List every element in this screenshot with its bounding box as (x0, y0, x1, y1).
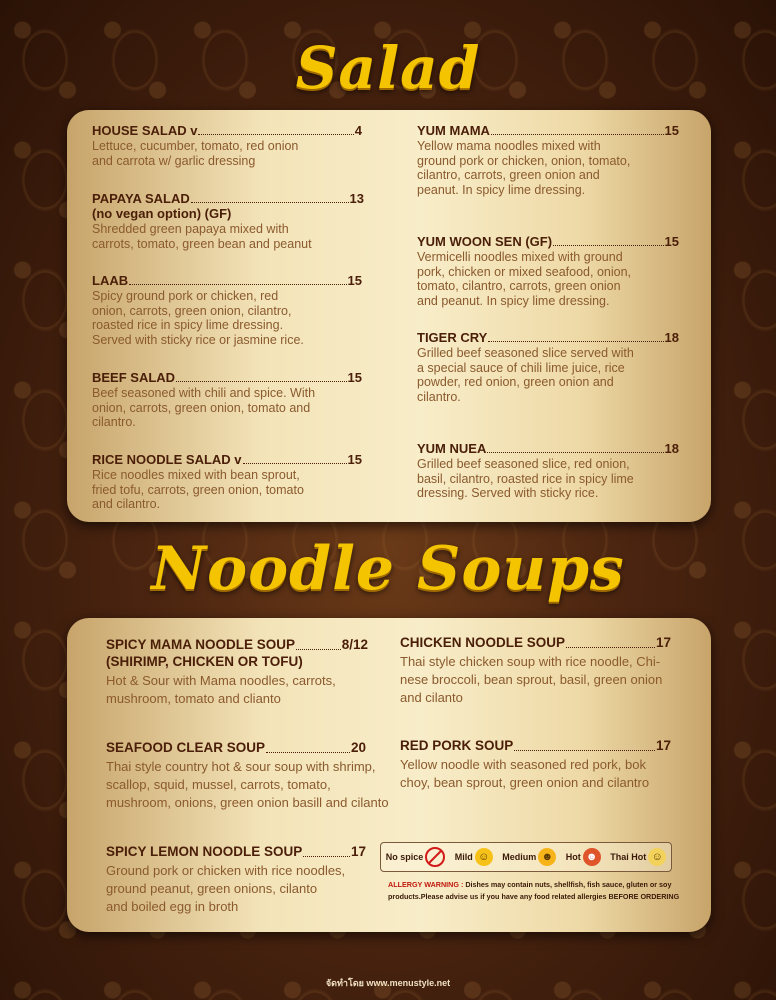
item-name: LAAB (92, 273, 129, 288)
item-description: Spicy ground pork or chicken, red onion, carrots, green onion, cilantro, roasted rice in spicy lime dressing. Served with sticky rice or jasmine rice. (92, 289, 304, 347)
item-price: 4 (354, 123, 362, 138)
item-price: 20 (350, 740, 366, 755)
allergy-warning-text: Dishes may contain nuts, shellfish, fish sauce, gluten or soy products.Please advise us if you have any food related allergies BEFORE ORDERING (388, 880, 680, 901)
item-description: Hot & Sour with Mama noodles, carrots, mushroom, tomato and clianto (106, 673, 336, 706)
menu-item-yum-woon-sen (417, 234, 679, 308)
legend-thai-hot: Thai Hot ☺ (610, 848, 666, 866)
item-name: RED PORK SOUP (400, 738, 514, 753)
allergy-warning (388, 879, 688, 903)
spice-legend (380, 842, 672, 872)
thai-hot-face-icon: ☺ (648, 848, 666, 866)
item-name: SPICY MAMA NOODLE SOUP (106, 637, 296, 652)
item-price: 17 (655, 738, 671, 753)
legend-medium: Medium ☻ (502, 848, 556, 866)
item-name: CHICKEN NOODLE SOUP (400, 635, 566, 650)
item-description: Yellow noodle with seasoned red pork, bok choy, bean sprout, green onion and cilantro (400, 757, 650, 790)
menu-item-yum-nuea (417, 441, 679, 501)
legend-no-spice: No spice (386, 847, 446, 867)
item-price: 13 (349, 191, 364, 206)
item-name: PAPAYA SALAD (92, 191, 190, 206)
item-description: Grilled beef seasoned slice served with a special sauce of chili lime juice, rice powder, red onion, green onion and cilantro. (417, 346, 634, 404)
menu-item-yum-mama (417, 123, 679, 197)
item-description: Rice noodles mixed with bean sprout, fried tofu, carrots, green onion, tomato and cilantro. (92, 468, 304, 511)
item-name: YUM NUEA (417, 441, 487, 456)
menu-item-papaya-salad (92, 191, 364, 251)
item-price: 15 (347, 273, 362, 288)
item-name: SPICY LEMON NOODLE SOUP (106, 844, 303, 859)
item-description: Beef seasoned with chili and spice. With onion, carrots, green onion, tomato and cilantro. (92, 386, 316, 429)
item-price: 8/12 (341, 637, 368, 652)
item-subtitle: (SHIRIMP, CHICKEN OR TOFU) (106, 654, 303, 669)
salad-section-title: Salad (295, 34, 481, 102)
item-name: YUM WOON SEN (GF) (417, 234, 553, 249)
item-description: Thai style country hot & sour soup with shrimp, scallop, squid, mussel, carrots, tomato, mushroom, onions, green onion basill and cilanto (106, 759, 389, 810)
menu-item-spicy-lemon-noodle-soup (106, 843, 366, 916)
item-price: 15 (664, 123, 679, 138)
menu-item-rice-noodle-salad (92, 452, 362, 512)
allergy-warning-label: ALLERGY WARNING : (388, 880, 464, 889)
item-name: YUM MAMA (417, 123, 490, 138)
item-description: Vermicelli noodles mixed with ground pork, chicken or mixed seafood, onion, tomato, cilantro, carrots, green onion and peanut. In spicy lime dressing. (417, 250, 632, 308)
menu-item-seafood-clear-soup (106, 739, 389, 812)
menu-item-chicken-noodle-soup (400, 634, 671, 707)
item-price: 15 (664, 234, 679, 249)
item-description: Grilled beef seasoned slice, red onion, basil, cilantro, roasted rice in spicy lime dressing. Served with sticky rice. (417, 457, 634, 500)
item-name: RICE NOODLE SALAD v (92, 452, 242, 467)
mild-face-icon: ☺ (475, 848, 493, 866)
menu-item-house-salad (92, 123, 362, 168)
item-price: 15 (347, 452, 362, 467)
item-name: BEEF SALAD (92, 370, 176, 385)
legend-hot: Hot ☻ (566, 848, 601, 866)
footer-credit: จัดทำโดย www.menustyle.net (325, 978, 451, 988)
menu-item-tiger-cry (417, 330, 679, 404)
item-description: Thai style chicken soup with rice noodle, Chi- nese broccoli, bean sprout, basil, green onion and cilanto (400, 654, 663, 705)
medium-face-icon: ☻ (538, 848, 556, 866)
item-price: 18 (664, 330, 679, 345)
noodle-soups-section-title: Noodle Soups (151, 534, 625, 604)
item-description: Shredded green papaya mixed with carrots, tomato, green bean and peanut (92, 222, 312, 251)
item-description: Ground pork or chicken with rice noodles, ground peanut, green onions, cilanto and boiled egg in broth (106, 863, 346, 914)
item-price: 18 (664, 441, 679, 456)
item-price: 15 (347, 370, 362, 385)
item-name: SEAFOOD CLEAR SOUP (106, 740, 266, 755)
item-subtitle: (no vegan option) (GF) (92, 206, 232, 221)
item-description: Lettuce, cucumber, tomato, red onion and carrota w/ garlic dressing (92, 139, 299, 168)
legend-mild: Mild ☺ (455, 848, 493, 866)
item-price: 17 (655, 635, 671, 650)
item-price: 17 (350, 844, 366, 859)
no-spice-icon (425, 847, 445, 867)
item-name: HOUSE SALAD v (92, 123, 198, 138)
item-description: Yellow mama noodles mixed with ground pork or chicken, onion, tomato, cilantro, carrots, green onion and peanut. In spicy lime dressing. (417, 139, 631, 197)
menu-item-red-pork-soup (400, 737, 671, 792)
menu-item-spicy-mama-noodle-soup (106, 636, 368, 708)
hot-face-icon: ☻ (583, 848, 601, 866)
menu-item-laab (92, 273, 362, 347)
menu-item-beef-salad (92, 370, 362, 430)
item-name: TIGER CRY (417, 330, 488, 345)
